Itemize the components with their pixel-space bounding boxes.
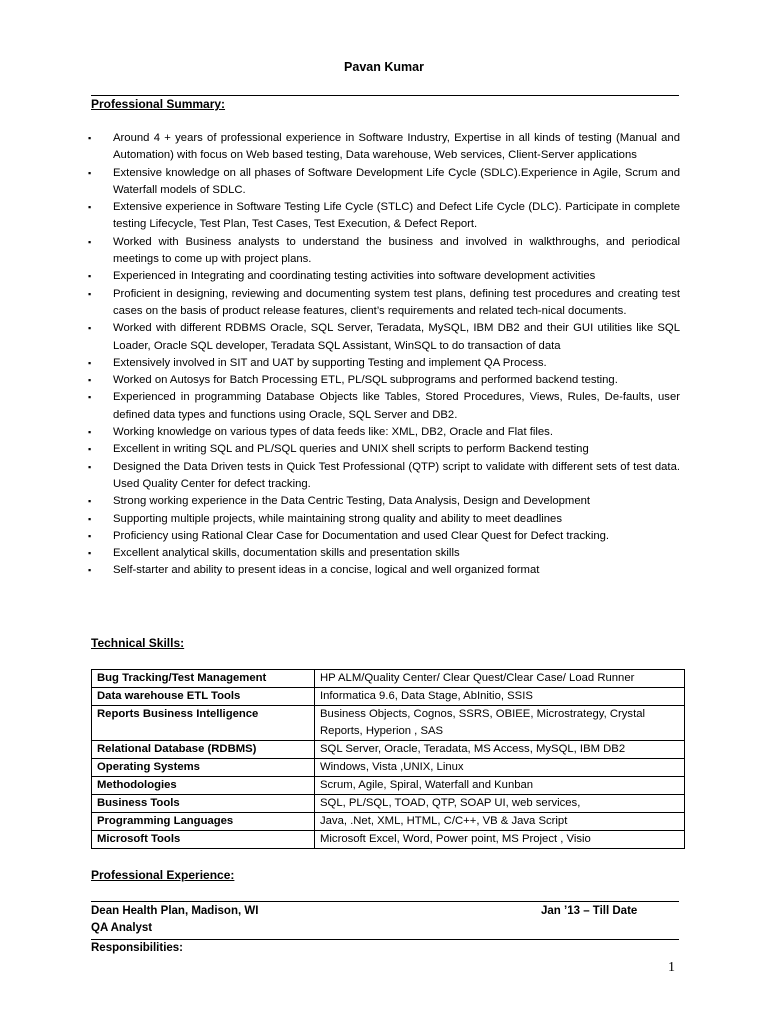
- table-row: [92, 670, 685, 688]
- responsibilities-label: Responsibilities:: [91, 942, 184, 954]
- skill-category: Programming Languages: [92, 813, 315, 831]
- experience-rule-bottom: [91, 939, 679, 940]
- table-row: [92, 759, 685, 777]
- list-item: ▪ Supporting multiple projects, while maintaining strong quality and ability to meet deadlines: [88, 511, 680, 528]
- job-title: QA Analyst: [91, 922, 153, 934]
- summary-list: [88, 130, 680, 580]
- list-item: ▪ Proficient in designing, reviewing and documenting system test plans, defining test procedures and creating test cases on the basis of product release features, client’s requirements and related tech-nical documents.: [88, 286, 680, 321]
- table-row: [92, 831, 685, 849]
- experience-rule-top: [91, 901, 679, 902]
- experience-title: Professional Experience:: [91, 868, 235, 882]
- list-item: ▪ Designed the Data Driven tests in Quick Test Professional (QTP) script to validate with different sets of test data. Used Quality Center for defect tracking.: [88, 459, 680, 494]
- skill-values: HP ALM/Quality Center/ Clear Quest/Clear Case/ Load Runner: [315, 670, 685, 688]
- table-row: [92, 795, 685, 813]
- skill-category: Microsoft Tools: [92, 831, 315, 849]
- list-item: ▪ Worked with different RDBMS Oracle, SQL Server, Teradata, MySQL, IBM DB2 and their GUI utilities like SQL Loader, Oracle SQL developer, Teradata SQL Assistant, WinSQL to do transaction of data: [88, 320, 680, 355]
- list-item: ▪ Excellent analytical skills, documentation skills and presentation skills: [88, 545, 680, 562]
- skill-values: Windows, Vista ,UNIX, Linux: [315, 759, 685, 777]
- skill-category: Business Tools: [92, 795, 315, 813]
- skill-category: Data warehouse ETL Tools: [92, 688, 315, 706]
- page-number: 1: [668, 960, 675, 975]
- skills-title: Technical Skills:: [91, 636, 185, 650]
- table-row: [92, 706, 685, 741]
- list-item: ▪ Extensive knowledge on all phases of Software Development Life Cycle (SDLC).Experience in Agile, Scrum and Waterfall models of SDLC.: [88, 165, 680, 200]
- skill-values: SQL Server, Oracle, Teradata, MS Access, MySQL, IBM DB2: [315, 741, 685, 759]
- table-row: [92, 813, 685, 831]
- list-item: ▪ Experienced in Integrating and coordinating testing activities into software development activities: [88, 268, 680, 285]
- list-item: ▪ Excellent in writing SQL and PL/SQL queries and UNIX shell scripts to perform Backend testing: [88, 441, 680, 458]
- skill-category: Reports Business Intelligence: [92, 706, 315, 741]
- list-item: ▪ Around 4 + years of professional experience in Software Industry, Expertise in all kinds of testing (Manual and Automation) with focus on Web based testing, Data warehouse, Web services, Client-Server applications: [88, 130, 680, 165]
- table-row: [92, 741, 685, 759]
- skill-category: Bug Tracking/Test Management: [92, 670, 315, 688]
- header-rule: [91, 95, 679, 96]
- skill-values: Java, .Net, XML, HTML, C/C++, VB & Java Script: [315, 813, 685, 831]
- candidate-name: Pavan Kumar: [344, 60, 424, 74]
- list-item: ▪ Extensive experience in Software Testing Life Cycle (STLC) and Defect Life Cycle (DLC). Participate in complete testing Lifecycle, Test Plan, Test Cases, Test Execution, & Defect Report.: [88, 199, 680, 234]
- skill-values: Informatica 9.6, Data Stage, AbInitio, SSIS: [315, 688, 685, 706]
- list-item: ▪ Working knowledge on various types of data feeds like: XML, DB2, Oracle and Flat files.: [88, 424, 680, 441]
- summary-title: Professional Summary:: [91, 97, 226, 111]
- table-row: [92, 777, 685, 795]
- list-item: ▪ Experienced in programming Database Objects like Tables, Stored Procedures, Views, Rules, De-faults, user defined data types and functions using Oracle, SQL Server and DB2.: [88, 389, 680, 424]
- skill-values: Scrum, Agile, Spiral, Waterfall and Kunban: [315, 777, 685, 795]
- employment-dates: Jan ’13 – Till Date: [541, 905, 638, 917]
- skill-category: Methodologies: [92, 777, 315, 795]
- list-item: ▪ Self-starter and ability to present ideas in a concise, logical and well organized format: [88, 562, 680, 579]
- skill-category: Operating Systems: [92, 759, 315, 777]
- list-item: ▪ Worked with Business analysts to understand the business and involved in walkthroughs, and periodical meetings to come up with project plans.: [88, 234, 680, 269]
- skill-values: SQL, PL/SQL, TOAD, QTP, SOAP UI, web services,: [315, 795, 685, 813]
- skill-values: Microsoft Excel, Word, Power point, MS Project , Visio: [315, 831, 685, 849]
- skills-table: [91, 669, 685, 849]
- table-row: [92, 688, 685, 706]
- list-item: ▪ Strong working experience in the Data Centric Testing, Data Analysis, Design and Development: [88, 493, 680, 510]
- list-item: ▪ Extensively involved in SIT and UAT by supporting Testing and implement QA Process.: [88, 355, 680, 372]
- list-item: ▪ Proficiency using Rational Clear Case for Documentation and used Clear Quest for Defect tracking.: [88, 528, 680, 545]
- list-item: ▪ Worked on Autosys for Batch Processing ETL, PL/SQL subprograms and performed backend testing.: [88, 372, 680, 389]
- employer-name: Dean Health Plan, Madison, WI: [91, 905, 259, 917]
- skill-category: Relational Database (RDBMS): [92, 741, 315, 759]
- skill-values: Business Objects, Cognos, SSRS, OBIEE, Microstrategy, Crystal Reports, Hyperion , SAS: [315, 706, 685, 741]
